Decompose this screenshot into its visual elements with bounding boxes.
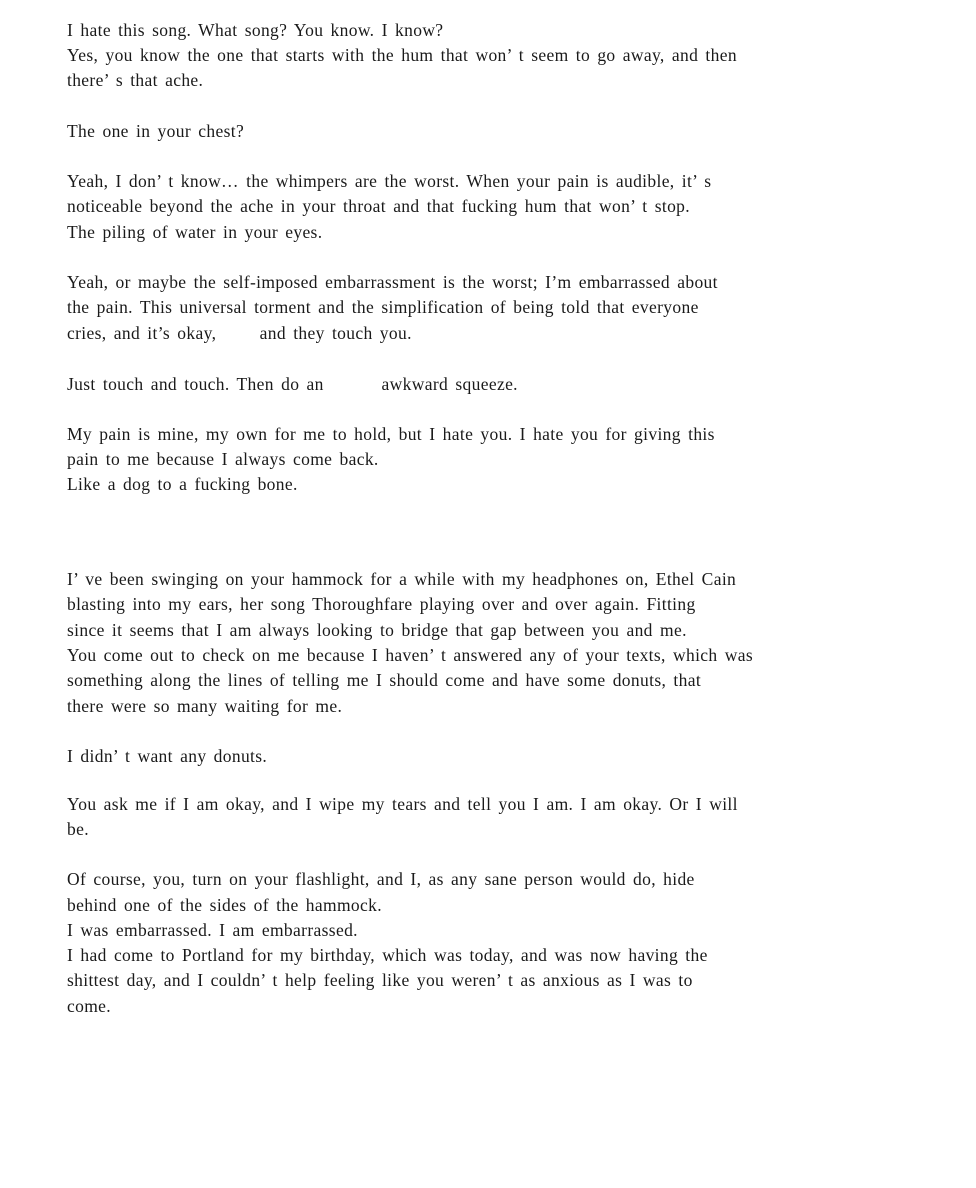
text-line: You ask me if I am okay, and I wipe my tears and tell you I am. I am okay. Or I will bbox=[67, 794, 738, 814]
text-line: the pain. This universal torment and the simplification of being told that everyone bbox=[67, 297, 699, 317]
text-line: My pain is mine, my own for me to hold, but I hate you. I hate you for giving this bbox=[67, 424, 715, 444]
text-line: The piling of water in your eyes. bbox=[67, 222, 323, 242]
text-line: come. bbox=[67, 996, 112, 1016]
text-line: Yes, you know the one that starts with the hum that won’ t seem to go away, and then bbox=[67, 45, 737, 65]
text-line: I’ ve been swinging on your hammock for a while with my headphones on, Ethel Cain bbox=[67, 569, 737, 589]
text-line: shittest day, and I couldn’ t help feeling like you weren’ t as anxious as I was to bbox=[67, 970, 693, 990]
text-line: blasting into my ears, her song Thoroughfare playing over and over again. Fitting bbox=[67, 594, 696, 614]
text-line: Of course, you, turn on your flashlight, and I, as any sane person would do, hide bbox=[67, 869, 695, 889]
text-line: The one in your chest? bbox=[67, 121, 245, 141]
text-line: I didn’ t want any donuts. bbox=[67, 746, 268, 766]
text-line: there were so many waiting for me. bbox=[67, 696, 343, 716]
text-line: You come out to check on me because I haven’ t answered any of your texts, which was bbox=[67, 645, 754, 665]
text-line: there’ s that ache. bbox=[67, 70, 204, 90]
text-line: Yeah, I don’ t know… the whimpers are the worst. When your pain is audible, it’ s bbox=[67, 171, 712, 191]
text-line: be. bbox=[67, 819, 89, 839]
text-line: behind one of the sides of the hammock. bbox=[67, 895, 382, 915]
text-line: noticeable beyond the ache in your throat and that fucking hum that won’ t stop. bbox=[67, 196, 691, 216]
text-line: cries, and it’s okay, and they touch you. bbox=[67, 323, 412, 343]
text-line: Yeah, or maybe the self-imposed embarrassment is the worst; I’m embarrassed about bbox=[67, 272, 718, 292]
text-line: I had come to Portland for my birthday, which was today, and was now having the bbox=[67, 945, 708, 965]
text-line: I was embarrassed. I am embarrassed. bbox=[67, 920, 358, 940]
text-line: something along the lines of telling me I should come and have some donuts, that bbox=[67, 670, 702, 690]
text-line: pain to me because I always come back. bbox=[67, 449, 379, 469]
text-line: I hate this song. What song? You know. I know? bbox=[67, 20, 444, 40]
text-line: Just touch and touch. Then do an awkward squeeze. bbox=[67, 374, 518, 394]
text-line: Like a dog to a fucking bone. bbox=[67, 474, 298, 494]
text-line: since it seems that I am always looking to bridge that gap between you and me. bbox=[67, 620, 687, 640]
